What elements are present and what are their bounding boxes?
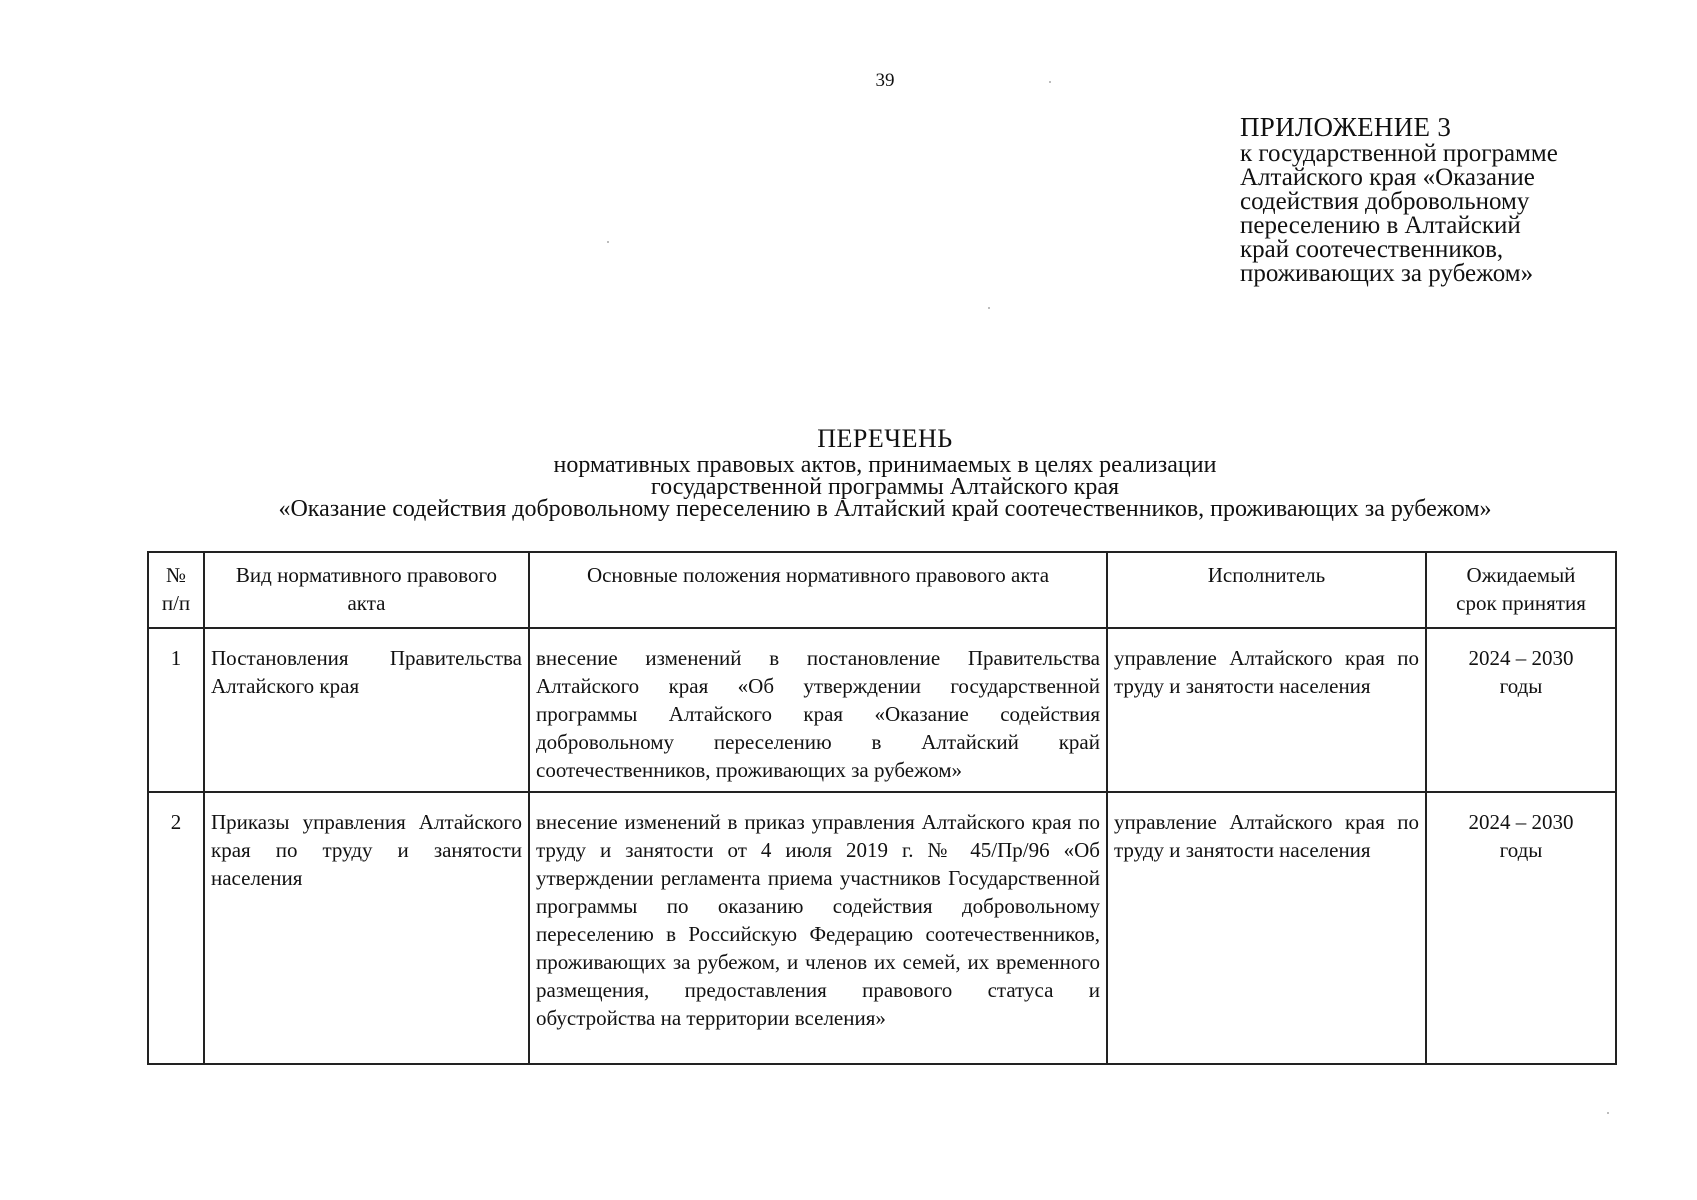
table-header-row xyxy=(148,552,1616,628)
row-term-unit: годы xyxy=(1499,674,1543,698)
row-executor: управление Алтайского края по труду и занятости населения xyxy=(1107,628,1426,792)
document-heading xyxy=(140,424,1630,520)
header-number-line: п/п xyxy=(161,591,191,615)
appendix-block xyxy=(1240,112,1660,286)
row-act-type: Постановления Правительства Алтайского края xyxy=(204,628,529,792)
header-term-line: срок принятия xyxy=(1456,591,1586,615)
header-term-line: Ожидаемый xyxy=(1466,563,1576,587)
row-provisions: внесение изменений в постановление Правительства Алтайского края «Об утверждении государственной программы Алтайского края «Оказание содействия добровольному переселению в Алтайский край соотечественников, проживающих за рубежом» xyxy=(529,628,1107,792)
header-act-type-line: акта xyxy=(347,591,386,615)
row-provisions: внесение изменений в приказ управления Алтайского края по труду и занятости от 4 июля 2019 г. № 45/Пр/96 «Об утверждении регламента приема участников Государственной программы по оказанию содействия добровольному переселению в Российскую Федерацию соотечественников, проживающих за рубежом, и членов их семей, их временного размещения, предоставления правового статуса и обустройства на территории вселения» xyxy=(529,792,1107,1064)
row-act-type: Приказы управления Алтайского края по труду и занятости населения xyxy=(204,792,529,1064)
heading-subtitle-line: нормативных правовых актов, принимаемых в целях реализации xyxy=(553,452,1217,478)
header-executor xyxy=(1107,552,1426,628)
heading-subtitle-line: государственной программы Алтайского края xyxy=(650,474,1120,500)
header-number-line: № xyxy=(165,563,187,587)
header-act-type-line: Вид нормативного правового xyxy=(235,563,498,587)
row-term xyxy=(1426,628,1616,792)
appendix-line: содействия добровольному xyxy=(1240,188,1530,215)
header-term xyxy=(1426,552,1616,628)
appendix-line: Алтайского края «Оказание xyxy=(1240,164,1535,191)
header-number xyxy=(148,552,204,628)
table-row xyxy=(148,628,1616,792)
header-act-type xyxy=(204,552,529,628)
scan-speck xyxy=(1607,1112,1609,1114)
heading-title: ПЕРЕЧЕНЬ xyxy=(817,424,953,453)
header-executor-line: Исполнитель xyxy=(1207,563,1326,587)
scan-speck xyxy=(988,307,990,309)
appendix-line: проживающих за рубежом» xyxy=(1240,260,1534,287)
row-term-years: 2024 – 2030 xyxy=(1468,810,1574,834)
appendix-line: переселению в Алтайский xyxy=(1240,212,1521,239)
table-row xyxy=(148,792,1616,1064)
row-term-years: 2024 – 2030 xyxy=(1468,646,1574,670)
row-number: 1 xyxy=(148,628,204,792)
heading-subtitle-line: «Оказание содействия добровольному переселению в Алтайский край соотечественников, проживающих за рубежом» xyxy=(278,496,1492,522)
row-executor: управление Алтайского края по труду и занятости населения xyxy=(1107,792,1426,1064)
scan-speck xyxy=(607,241,609,243)
acts-table xyxy=(147,551,1617,1065)
header-provisions-line: Основные положения нормативного правового акта xyxy=(586,563,1050,587)
scan-speck xyxy=(1049,81,1051,83)
appendix-title: ПРИЛОЖЕНИЕ 3 xyxy=(1240,112,1452,142)
page-number: 39 xyxy=(875,70,895,91)
appendix-line: к государственной программе xyxy=(1240,140,1558,167)
row-number: 2 xyxy=(148,792,204,1064)
appendix-line: край соотечественников, xyxy=(1240,236,1504,263)
header-provisions xyxy=(529,552,1107,628)
row-term-unit: годы xyxy=(1499,838,1543,862)
row-term xyxy=(1426,792,1616,1064)
